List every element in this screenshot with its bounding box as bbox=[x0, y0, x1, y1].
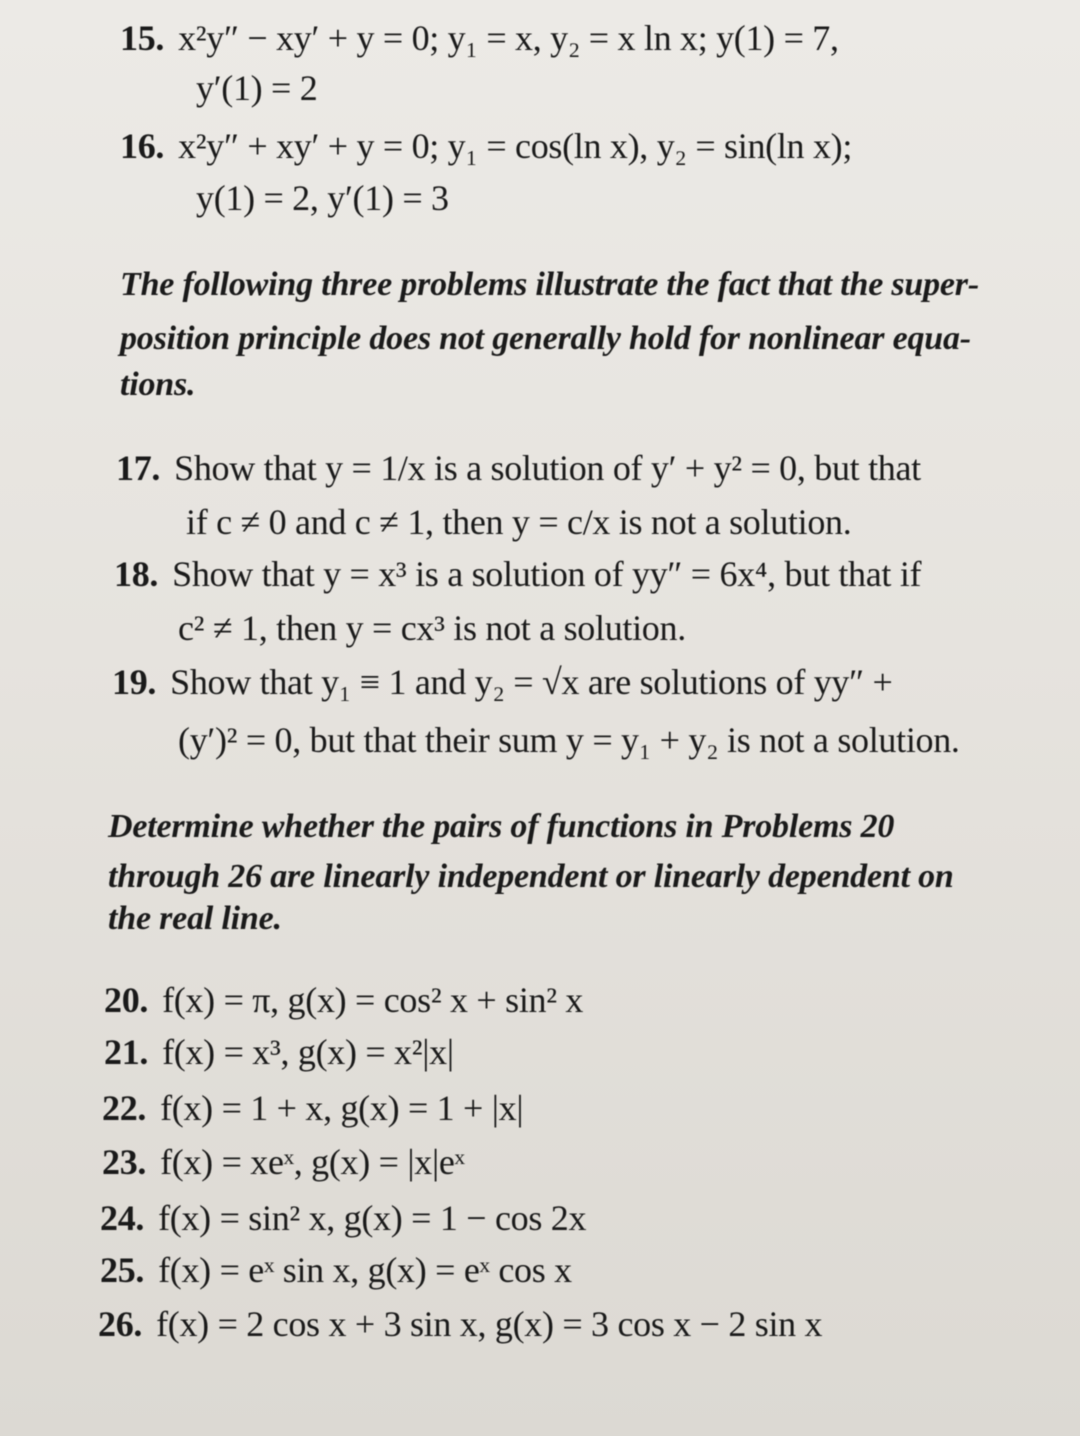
problem-number: 19. bbox=[112, 662, 157, 702]
problem-19-line-2 bbox=[178, 718, 960, 762]
problem-text: (y′)² = 0, but that their sum y = y₁ + y₂ is not a solution. bbox=[178, 720, 960, 760]
intro-independence-line-3: the real line. bbox=[108, 900, 282, 937]
intro-superposition-line-3: tions. bbox=[120, 366, 196, 403]
intro-independence-line-1: Determine whether the pairs of functions in Problems 20 bbox=[108, 808, 895, 845]
problem-17-line-2 bbox=[186, 500, 851, 544]
problem-text: Show that y = 1/x is a solution of y′ + y² = 0, but that bbox=[174, 448, 921, 488]
problem-20 bbox=[104, 978, 583, 1022]
problem-text: c² ≠ 1, then y = cx³ is not a solution. bbox=[178, 608, 686, 648]
problem-26 bbox=[98, 1302, 822, 1346]
problem-19-line-1 bbox=[112, 660, 893, 704]
problem-text: f(x) = x³, g(x) = x²|x| bbox=[162, 1032, 454, 1072]
problem-number: 20. bbox=[104, 980, 149, 1020]
problem-text: f(x) = π, g(x) = cos² x + sin² x bbox=[162, 980, 584, 1020]
problem-text: x²y″ + xy′ + y = 0; y₁ = cos(ln x), y₂ = sin(ln x); bbox=[178, 126, 853, 166]
intro-independence-line-2: through 26 are linearly independent or linearly dependent on bbox=[108, 858, 954, 895]
problem-number: 22. bbox=[102, 1088, 147, 1128]
problem-22 bbox=[102, 1086, 523, 1130]
problem-number: 17. bbox=[116, 448, 161, 488]
problem-text: f(x) = xeˣ, g(x) = |x|eˣ bbox=[160, 1142, 465, 1182]
problem-23 bbox=[102, 1140, 465, 1184]
problem-text: f(x) = 1 + x, g(x) = 1 + |x| bbox=[160, 1088, 524, 1128]
problem-text: x²y″ − xy′ + y = 0; y₁ = x, y₂ = x ln x; y(1) = 7, bbox=[178, 18, 839, 58]
problem-16-line-2 bbox=[196, 176, 449, 220]
problem-17-line-1 bbox=[116, 446, 921, 490]
problem-number: 25. bbox=[100, 1250, 145, 1290]
problem-text: Show that y = x³ is a solution of yy″ = 6x⁴, but that if bbox=[172, 554, 922, 594]
problem-15-line-1 bbox=[120, 16, 839, 60]
problem-text: if c ≠ 0 and c ≠ 1, then y = c/x is not a solution. bbox=[186, 502, 852, 542]
problem-text: Show that y₁ ≡ 1 and y₂ = √x are solutions of yy″ + bbox=[170, 662, 893, 702]
problem-number: 26. bbox=[98, 1304, 143, 1344]
problem-number: 24. bbox=[100, 1198, 145, 1238]
problem-number: 16. bbox=[120, 126, 165, 166]
problem-text: y(1) = 2, y′(1) = 3 bbox=[196, 178, 449, 218]
problem-16-line-1 bbox=[120, 124, 852, 168]
intro-superposition-line-1: The following three problems illustrate the fact that the super- bbox=[120, 266, 979, 303]
problem-text: f(x) = 2 cos x + 3 sin x, g(x) = 3 cos x − 2 sin x bbox=[156, 1304, 823, 1344]
problem-18-line-1 bbox=[114, 552, 921, 596]
problem-number: 18. bbox=[114, 554, 159, 594]
problem-text: y′(1) = 2 bbox=[196, 68, 318, 108]
problem-21 bbox=[104, 1030, 454, 1074]
problem-24 bbox=[100, 1196, 586, 1240]
problem-text: f(x) = sin² x, g(x) = 1 − cos 2x bbox=[158, 1198, 587, 1238]
problem-15-line-2 bbox=[196, 66, 317, 110]
problem-18-line-2 bbox=[178, 606, 686, 650]
problem-text: f(x) = eˣ sin x, g(x) = eˣ cos x bbox=[158, 1250, 572, 1290]
problem-number: 23. bbox=[102, 1142, 147, 1182]
intro-superposition-line-2: position principle does not generally hold for nonlinear equa- bbox=[120, 320, 971, 357]
problem-number: 15. bbox=[120, 18, 165, 58]
problem-number: 21. bbox=[104, 1032, 149, 1072]
problem-25 bbox=[100, 1248, 572, 1292]
